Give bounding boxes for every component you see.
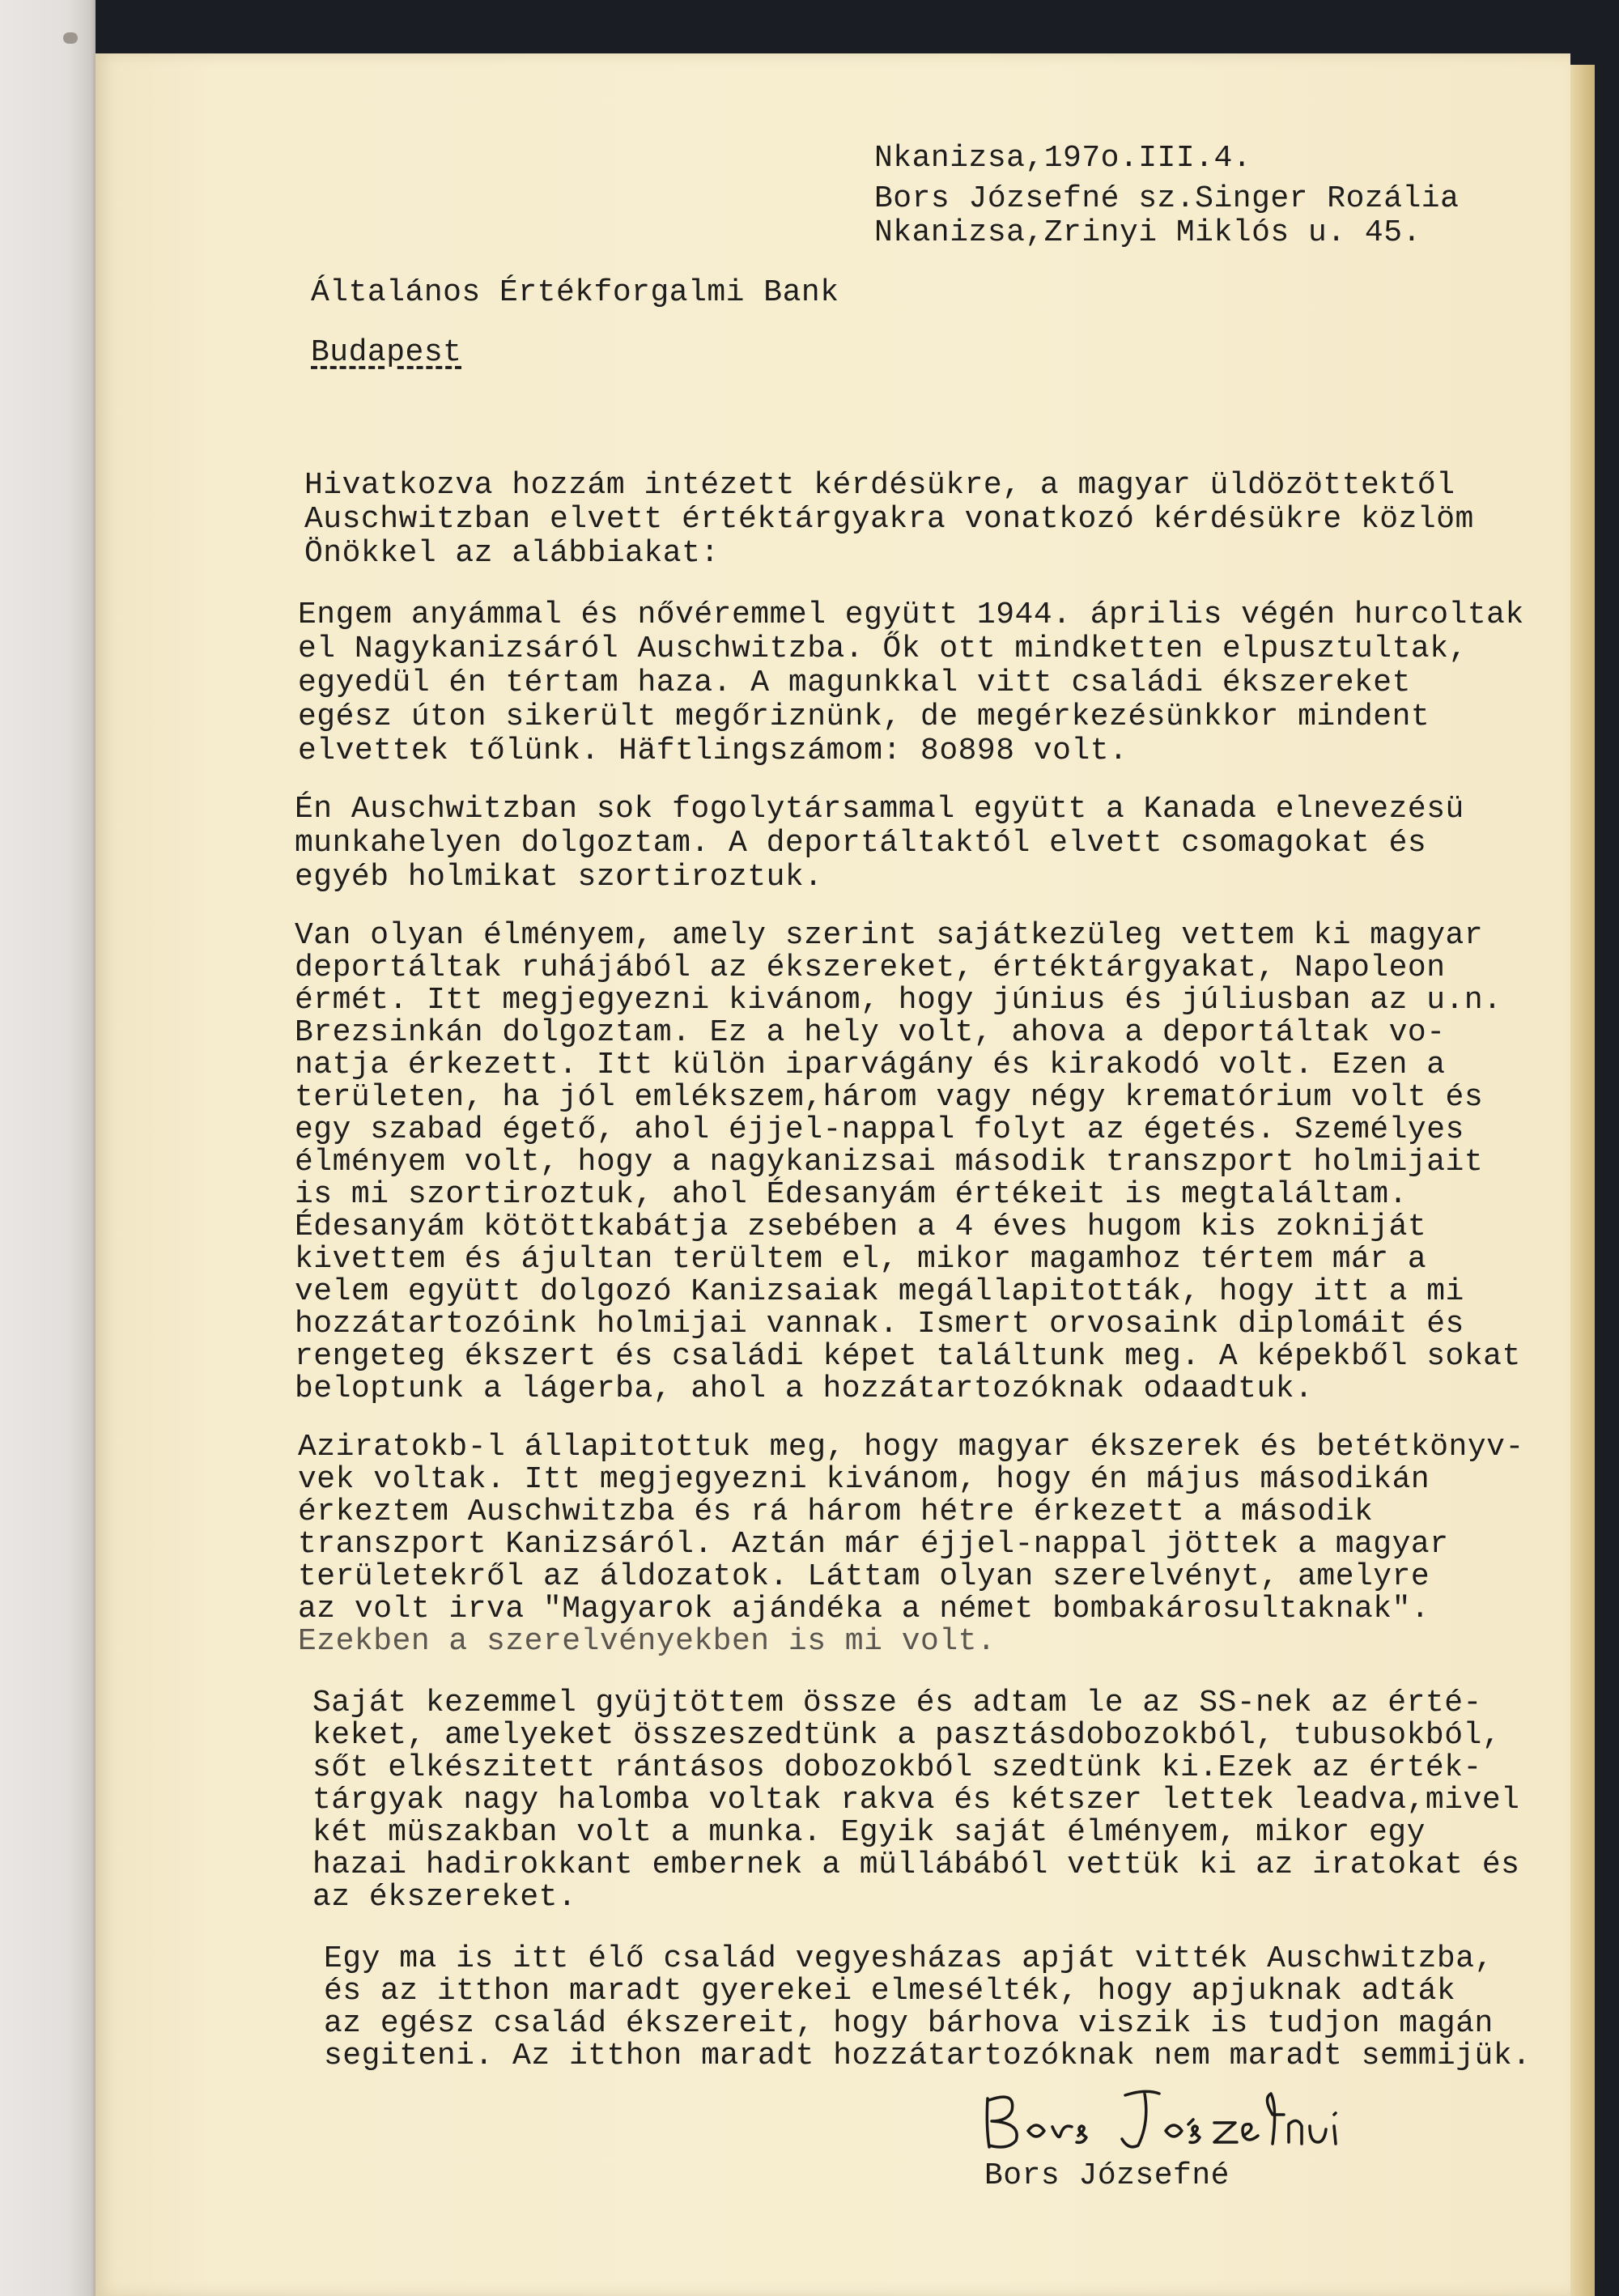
sender-name: Bors Józsefné sz.Singer Rozália: [874, 181, 1460, 216]
text-line: és az itthon maradt gyerekei elmesélték, hogy apjuknak adták: [324, 1974, 1456, 2009]
left-page-edge: [0, 0, 96, 2296]
binder-hole: [63, 32, 78, 44]
text-line: Brezsinkán dolgoztam. Ez a hely volt, ahova a deportáltak vo-: [295, 1015, 1446, 1050]
signer-name: Bors Józsefné: [984, 2158, 1230, 2193]
text-line: az ékszereket.: [312, 1880, 577, 1915]
text-line: munkahelyen dolgoztam. A deportáltaktól elvett csomagokat és: [295, 826, 1427, 861]
text-line: Aziratokb-l állapitottuk meg, hogy magyar ékszerek és betétkönyv-: [298, 1430, 1524, 1465]
text-line: beloptunk a lágerba, ahol a hozzátartozóknak odaadtuk.: [295, 1371, 1314, 1406]
text-line: élményem volt, hogy a nagykanizsai második transzport holmijait: [295, 1145, 1484, 1180]
text-line: érkeztem Auschwitzba és rá három hétre érkezett a második: [298, 1495, 1374, 1529]
text-line: sőt elkészitett rántásos dobozokból szedtünk ki.Ezek az érték-: [312, 1750, 1482, 1785]
text-line: egyedül én tértam haza. A magunkkal vitt családi ékszereket: [298, 665, 1411, 700]
text-line: segiteni. Az itthon maradt hozzátartozóknak nem maradt semmijük.: [324, 2039, 1532, 2073]
text-line: érmét. Itt megjegyezni kivánom, hogy június és júliusban az u.n.: [295, 983, 1502, 1018]
text-line: elvettek tőlünk. Häftlingszámom: 8o898 volt.: [298, 733, 1128, 768]
text-line: területekről az áldozatok. Láttam olyan szerelvényt, amelyre: [298, 1559, 1430, 1594]
text-line: is mi szortiroztuk, ahol Édesanyám értékeit is megtaláltam.: [295, 1177, 1408, 1212]
text-line: egyéb holmikat szortiroztuk.: [295, 860, 823, 895]
text-line: transzport Kanizsáról. Aztán már éjjel-nappal jöttek a magyar: [298, 1527, 1449, 1562]
text-line: Auschwitzban elvett értéktárgyakra vonatkozó kérdésükre közlöm: [304, 502, 1474, 537]
text-line: az egész család ékszereit, hogy bárhova viszik is tudjon magán: [324, 2006, 1494, 2041]
text-line: Én Auschwitzban sok fogolytársammal együtt a Kanada elnevezésü: [295, 792, 1464, 827]
text-line: el Nagykanizsáról Auschwitzba. Ők ott mindketten elpusztultak,: [298, 631, 1468, 666]
text-line-faded: Ezekben a szerelvényekben is mi volt.: [298, 1624, 996, 1659]
sender-address: Nkanizsa,Zrinyi Miklós u. 45.: [874, 215, 1421, 250]
text-line: Saját kezemmel gyüjtöttem össze és adtam le az SS-nek az érté-: [312, 1686, 1482, 1720]
text-line: rengeteg ékszert és családi képet találtunk meg. A képekből sokat: [295, 1339, 1521, 1374]
text-line: Van olyan élményem, amely szerint sajátkezüleg vettem ki magyar: [295, 918, 1484, 953]
recipient-name: Általános Értékforgalmi Bank: [311, 275, 839, 310]
text-line: deportáltak ruhájából az ékszereket, értéktárgyakat, Napoleon: [295, 950, 1446, 985]
date-line: Nkanizsa,197o.III.4.: [874, 141, 1252, 176]
text-line: az volt irva "Magyarok ajándéka a német bombakárosultaknak".: [298, 1592, 1430, 1626]
text-line: velem együtt dolgozó Kanizsaiak megállapitották, hogy itt a mi: [295, 1274, 1464, 1309]
text-line: Engem anyámmal és nővéremmel együtt 1944. április végén hurcoltak: [298, 597, 1524, 632]
text-line: egy szabad égető, ahol éjjel-nappal folyt az égetés. Személyes: [295, 1112, 1464, 1147]
text-line: keket, amelyeket összeszedtünk a pasztásdobozokból, tubusokból,: [312, 1718, 1502, 1753]
text-line: hozzátartozóink holmijai vannak. Ismert orvosaink diplomáit és: [295, 1307, 1464, 1341]
text-line: Hivatkozva hozzám intézett kérdésükre, a magyar üldözöttektől: [304, 468, 1455, 503]
text-line: két müszakban volt a munka. Egyik saját élményem, mikor egy: [312, 1815, 1426, 1850]
text-line: vek voltak. Itt megjegyezni kivánom, hogy én május másodikán: [298, 1462, 1430, 1497]
text-line: kivettem és ájultan terültem el, mikor magamhoz tértem már a: [295, 1242, 1427, 1277]
text-line: Önökkel az alábbiakat:: [304, 536, 720, 571]
paper-stack-edge: [1570, 65, 1595, 2296]
text-line: Édesanyám kötöttkabátja zsebében a 4 éves hugom kis zokniját: [295, 1210, 1427, 1244]
text-line: egész úton sikerült megőriznünk, de megérkezésünkkor mindent: [298, 699, 1430, 734]
text-line: hazai hadirokkant embernek a müllábából vettük ki az iratokat és: [312, 1847, 1520, 1882]
handwritten-signature: [971, 2082, 1392, 2155]
text-line: területen, ha jól emlékszem,három vagy négy krematórium volt és: [295, 1080, 1484, 1115]
text-line: Egy ma is itt élő család vegyesházas apját vitték Auschwitzba,: [324, 1941, 1494, 1976]
text-line: tárgyak nagy halomba voltak rakva és kétszer lettek leadva,mivel: [312, 1783, 1520, 1818]
recipient-city: Budapest: [311, 335, 462, 370]
text-line: natja érkezett. Itt külön iparvágány és kirakodó volt. Ezen a: [295, 1048, 1446, 1082]
